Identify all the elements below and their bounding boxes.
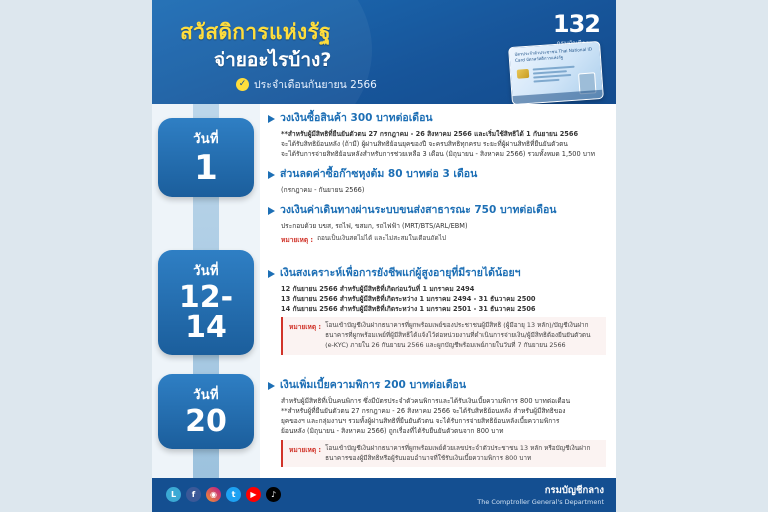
poster-footer (152, 478, 616, 512)
benefit-detail-list (268, 284, 606, 315)
note-tag: หมายเหตุ : (289, 323, 322, 332)
instagram-icon[interactable]: ◉ (206, 487, 221, 502)
triangle-bullet-icon (268, 207, 275, 215)
benefit-detail-list (268, 185, 606, 195)
benefit-heading (268, 267, 606, 281)
benefit-detail-line: **สำหรับผู้มีสิทธิที่ยืนยันตัวตน 27 กรกฎาคม - 26 สิงหาคม 2566 และเริ่มใช้สิทธิได้ 1 กันยายน 2566 (281, 129, 579, 138)
page-margin-left (0, 0, 152, 512)
tiktok-icon[interactable]: ♪ (266, 487, 281, 502)
youtube-icon[interactable]: ▶ (246, 487, 261, 502)
benefit-detail-line: จะได้รับสิทธิย้อนหลัง (ถ้ามี) ผู้ผ่านสิทธิย้อนยุคของปี จะครบสิทธิทุกครบ ระยะที่ผู้ผ่านสิทธิที่ยืนยันตัวตน (281, 139, 568, 148)
benefit-block-elderly (268, 267, 606, 355)
note-text: ถอนเป็นเงินสดไม่ได้ และไม่สะสมในเดือนถัดไป (317, 234, 446, 243)
benefit-detail-list (268, 396, 606, 437)
note-text: โอนเข้าบัญชีเงินฝากธนาคารที่ผูกพร้อมเพย์ของประชาชนผู้มีสิทธิ (ผู้มีอายุ 13 หลัก)/บัญชีเงินฝากธนาคารที่ผูกพร้อมเพย์ที่ผู้มีสิทธิได้แจ้งไว้ต่อหน่วยงานที่ดำเนินการจ่ายเงิน/ผู้มีสิทธิต้องยืนยันตัวตน (e-KYC) ภายใน 26 กันยายน 2566 และผูกบัญชีพร้อมเพย์ภายในวันที่ 7 กันยายน 2566 (325, 321, 591, 350)
poster-period-badge (236, 76, 377, 93)
timeline-column (152, 104, 260, 478)
poster-period-text: ประจำเดือนกันยายน 2566 (254, 79, 377, 91)
note-tag: หมายเหตุ : (281, 236, 314, 245)
triangle-bullet-icon (268, 171, 275, 179)
agency-logo-number: 132 (552, 10, 600, 38)
benefit-heading (268, 168, 606, 182)
twitter-icon[interactable]: t (226, 487, 241, 502)
benefit-note (281, 317, 606, 355)
poster-title-line1: สวัสดิการแห่งรัฐ (180, 20, 331, 44)
benefit-note (268, 234, 606, 245)
triangle-bullet-icon (268, 270, 275, 278)
benefit-detail-line: 14 กันยายน 2566 สำหรับผู้มีสิทธิที่เกิดระหว่าง 1 มกราคม 2501 - 31 ธันวาคม 2506 (281, 305, 536, 314)
timeline-day-label: วันที่ (193, 388, 219, 403)
timeline-day-number: 12-14 (178, 280, 234, 345)
timeline-day-label: วันที่ (193, 264, 219, 279)
benefit-detail-line: สำหรับผู้มีสิทธิที่เป็นคนพิการ ซึ่งมีบัตรประจำตัวคนพิการและได้รับเงินเบี้ยความพิการ 800 บาทต่อเดือน (281, 396, 571, 405)
poster-body (152, 104, 616, 478)
benefit-detail-line: 13 กันยายน 2566 สำหรับผู้มีสิทธิที่เกิดระหว่าง 1 มกราคม 2494 - 31 ธันวาคม 2500 (281, 294, 536, 303)
benefit-block-disability (268, 379, 606, 467)
triangle-bullet-icon (268, 382, 275, 390)
benefit-detail-line: ประกอบด้วย บขส, รถไฟ, ขสมก, รถไฟฟ้า (MRT/BTS/ARL/EBM) (281, 221, 468, 230)
benefit-heading (268, 112, 606, 126)
welfare-card-lines (533, 66, 576, 85)
timeline-day-1 (158, 118, 254, 197)
timeline-day-label: วันที่ (193, 132, 219, 147)
note-tag: หมายเหตุ : (289, 445, 322, 454)
social-links[interactable] (166, 487, 281, 502)
benefit-detail-line: ย้อนหลัง (มิถุนายน - สิงหาคม 2566) ถูกเรื่องที่ได้รับยืนยันตัวตนจาก 800 บาท (281, 427, 504, 436)
chip-icon (517, 69, 530, 79)
benefit-title: วงเงินค่าเดินทางผ่านระบบขนส่งสาธารณะ 750 บาทต่อเดือน (280, 204, 557, 217)
welfare-card-strip (513, 90, 603, 104)
facebook-icon[interactable]: f (186, 487, 201, 502)
poster-header (152, 0, 616, 104)
footer-agency (477, 483, 604, 506)
benefit-block-purchase (268, 112, 606, 159)
footer-agency-en: The Comptroller General's Department (477, 498, 604, 506)
benefit-detail-line: **สำหรับผู้ที่ยืนยันตัวตน 27 กรกฎาคม - 26 สิงหาคม 2566 จะได้รับสิทธิย้อนหลัง สำหรับผู้มีสิทธิของ (281, 406, 566, 415)
timeline-day-number: 20 (185, 404, 227, 439)
poster-title-line2: จ่ายอะไรบ้าง? (214, 49, 332, 71)
benefit-block-transport (268, 204, 606, 245)
benefit-title: ส่วนลดค่าซื้อก๊าซหุงต้ม 80 บาทต่อ 3 เดือน (280, 168, 478, 181)
benefit-title: วงเงินซื้อสินค้า 300 บาทต่อเดือน (280, 112, 433, 124)
welfare-card-image (508, 41, 604, 104)
check-icon: ✓ (236, 78, 249, 91)
welfare-card-title: บัตรประจำตัวประชาชน Thai National ID Card บัตรสวัสดิการแห่งรัฐ (514, 46, 593, 63)
timeline-day-number: 1 (194, 148, 218, 188)
benefit-detail-line: 12 กันยายน 2566 สำหรับผู้มีสิทธิที่เกิดก่อนวันที่ 1 มกราคม 2494 (281, 284, 475, 293)
benefit-heading (268, 379, 606, 393)
infographic-poster (152, 0, 616, 512)
benefit-detail-list (268, 221, 606, 231)
line-icon[interactable]: L (166, 487, 181, 502)
benefit-detail-line: ยุคของฯ และกลุ่มงานฯ รวมทั้งผู้ผ่านสิทธิที่ยืนยันตัวตน จะได้รับการจ่ายสิทธิย้อนหลังเบี้ยความพิการ (281, 417, 560, 426)
benefit-detail-line: จะได้รับการจ่ายสิทธิย้อนหลังสำหรับการช่วยเหลือ 3 เดือน (มิถุนายน - สิงหาคม 2566) รวมทั้งหมด 1,500 บาท (281, 150, 595, 159)
benefit-detail-list (268, 129, 606, 160)
benefits-content (260, 104, 616, 478)
note-text: โอนเข้าบัญชีเงินฝากธนาคารที่ผูกพร้อมเพย์ด้วยเลขประจำตัวประชาชน 13 หลัก หรือบัญชีเงินฝากธนาคารของผู้มีสิทธิหรือผู้รับมอบอำนาจที่ใช้รับเงินเบี้ยความพิการ 800 บาท (325, 443, 591, 462)
timeline-day-12-14 (158, 250, 254, 355)
page-margin-right (616, 0, 768, 512)
footer-agency-th: กรมบัญชีกลาง (544, 485, 604, 496)
timeline-day-20 (158, 374, 254, 449)
benefit-block-gas (268, 168, 606, 195)
benefit-title: เงินเพิ่มเบี้ยความพิการ 200 บาทต่อเดือน (280, 379, 467, 392)
triangle-bullet-icon (268, 115, 275, 123)
benefit-note (281, 440, 606, 468)
benefit-detail-line: (กรกฎาคม - กันยายน 2566) (281, 185, 365, 194)
benefit-title: เงินสงเคราะห์เพื่อการยังชีพแก่ผู้สูงอายุที่มีรายได้น้อยฯ (280, 267, 521, 280)
benefit-heading (268, 204, 606, 218)
